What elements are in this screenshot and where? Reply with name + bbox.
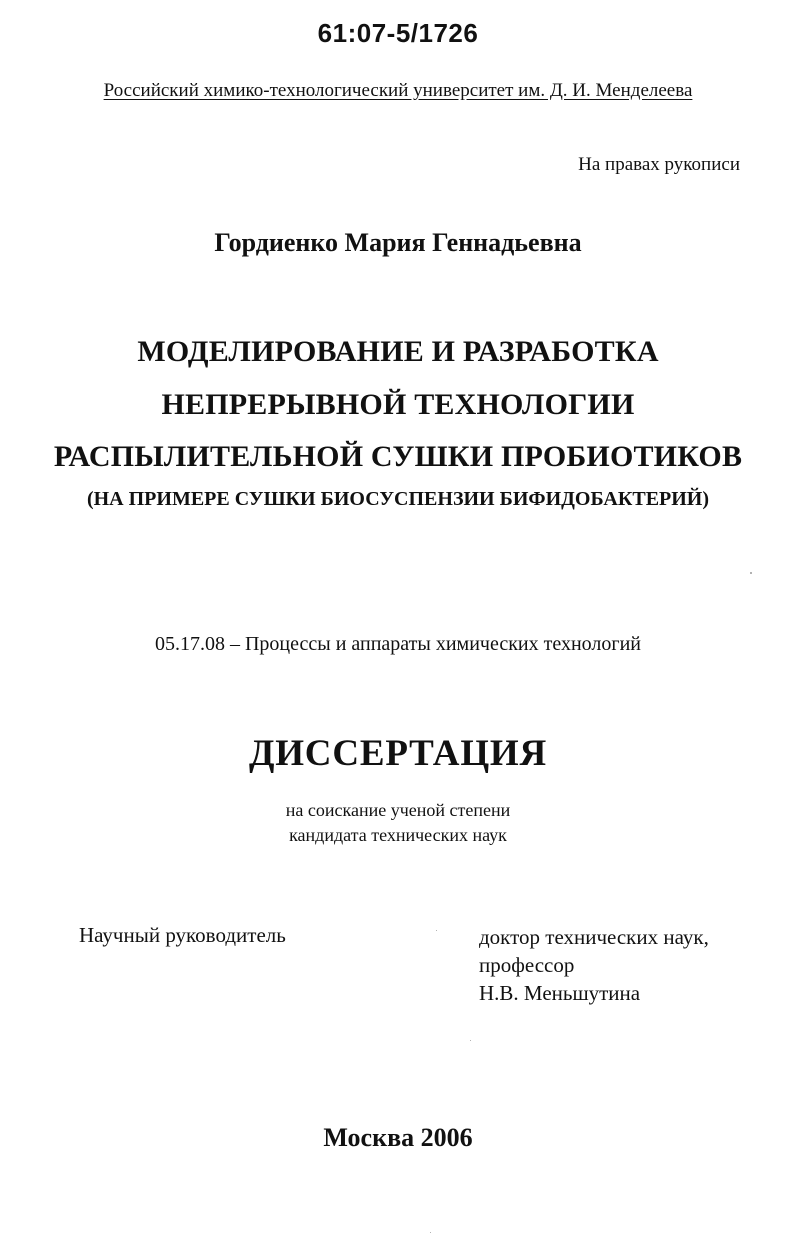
document-type: ДИССЕРТАЦИЯ [248,733,548,774]
title-line-1: МОДЕЛИРОВАНИЕ И РАЗРАБОТКА [137,335,659,368]
supervisor-info [479,923,709,1007]
title-line-3: РАСПЫЛИТЕЛЬНОЙ СУШКИ ПРОБИОТИКОВ [53,440,743,473]
archive-code-stamp: 61:07-5/1726 [317,18,479,48]
university-name: Российский химико-технологический университет им. Д. И. Менделеева [103,80,693,101]
specialty-code: 05.17.08 – Процессы и аппараты химических технологий [154,633,642,655]
supervisor-title: профессор [479,953,575,977]
scan-speck [436,930,437,931]
scan-speck [750,572,752,574]
manuscript-note: На правах рукописи [578,154,740,175]
supervisor-label: Научный руководитель [79,923,286,947]
supervisor-name: Н.В. Меньшутина [479,981,641,1005]
author-name: Гордиенко Мария Геннадьевна [214,228,582,257]
scan-speck [430,1232,431,1233]
city-year: Москва 2006 [323,1123,473,1152]
title-line-2: НЕПРЕРЫВНОЙ ТЕХНОЛОГИИ [161,388,635,421]
title-subtitle: (НА ПРИМЕРЕ СУШКИ БИОСУСПЕНЗИИ БИФИДОБАКТЕРИЙ) [86,488,710,510]
supervisor-degree: доктор технических наук, [479,925,709,949]
scan-speck [470,1040,471,1041]
degree-line-1: на соискание ученой степени [285,800,511,820]
degree-line-2: кандидата технических наук [289,825,507,845]
